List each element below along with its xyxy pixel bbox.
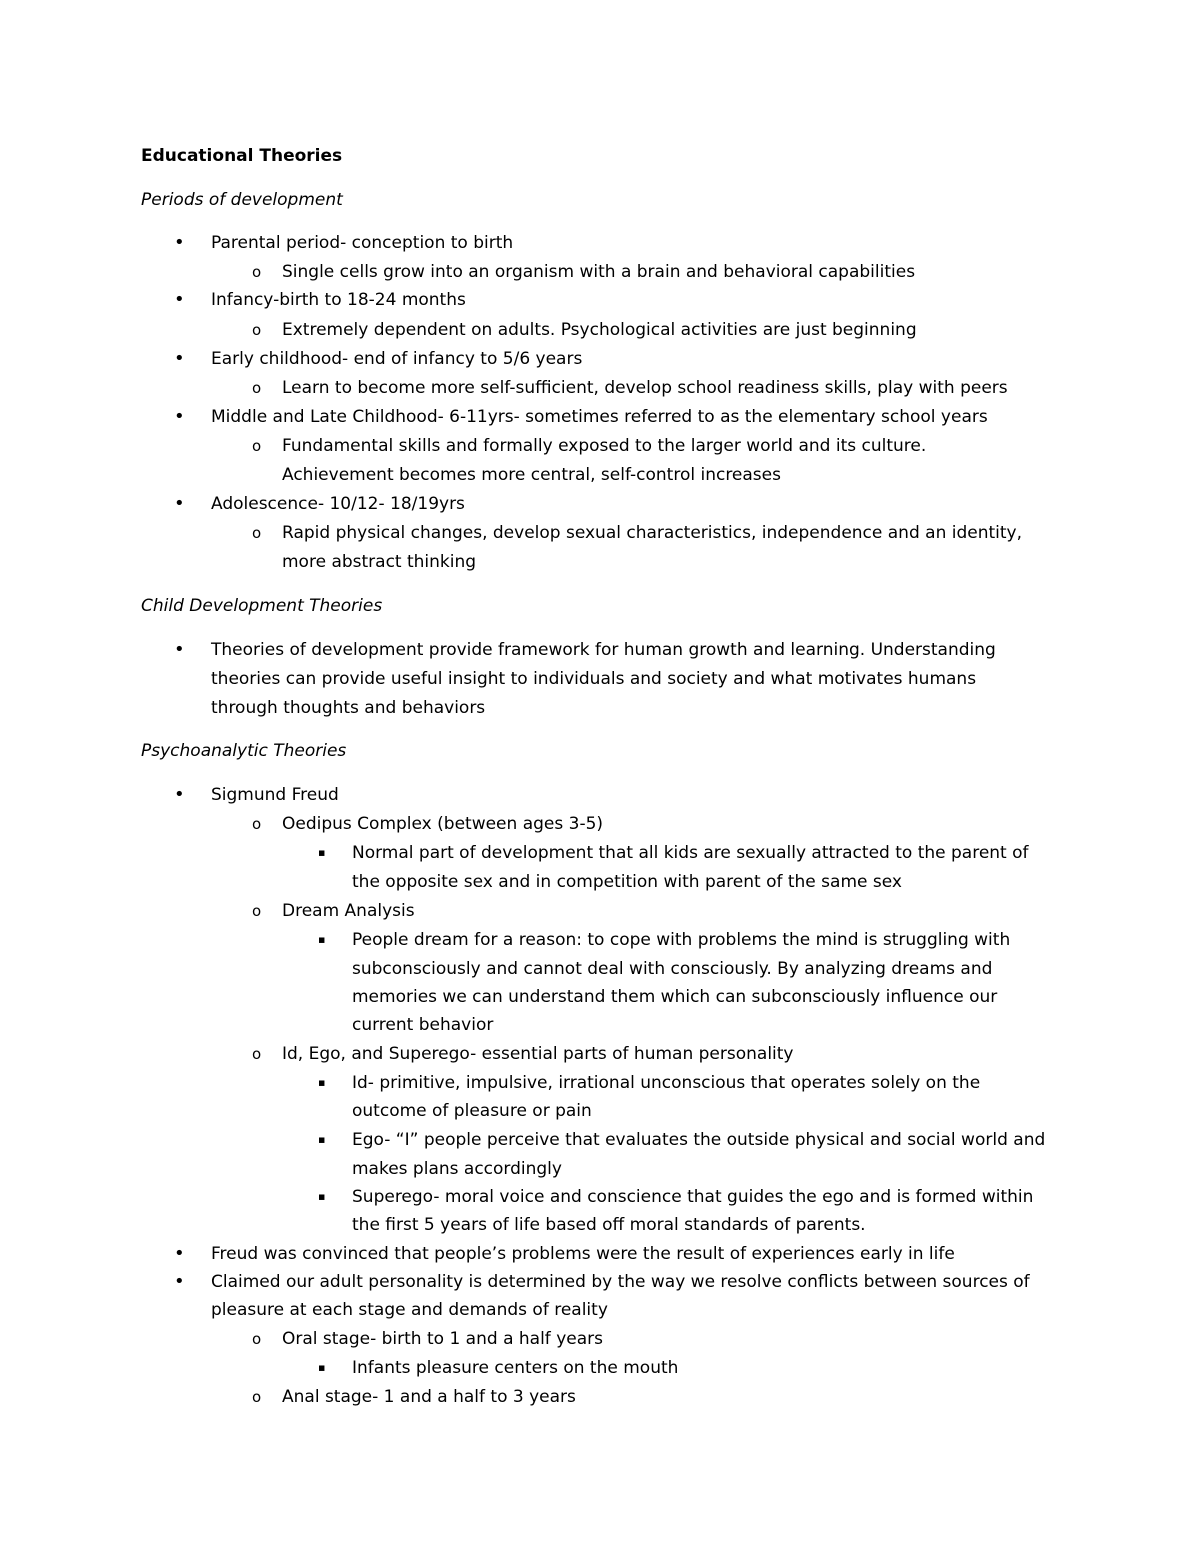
list-item: Parental period- conception to birth	[211, 233, 514, 253]
list-item-continuation: theories can provide useful insight to individuals and society and what motivates humans	[211, 669, 977, 689]
list-item-continuation: pleasure at each stage and demands of reality	[211, 1300, 608, 1320]
sub-bullet-marker: o	[252, 1388, 262, 1406]
sub-bullet-marker: o	[252, 1045, 262, 1063]
sub-list-item: Fundamental skills and formally exposed to the larger world and its culture.	[282, 436, 927, 456]
list-item-continuation: through thoughts and behaviors	[211, 698, 486, 718]
section-heading-child-development: Child Development Theories	[141, 596, 383, 616]
sub-list-item: Oedipus Complex (between ages 3-5)	[282, 814, 604, 834]
sub-sub-bullet-marker: ▪	[318, 1190, 326, 1203]
sub-sub-bullet-marker: ▪	[318, 1133, 326, 1146]
sub-bullet-marker: o	[252, 902, 262, 920]
sub-sub-list-item-continuation: subconsciously and cannot deal with consciously. By analyzing dreams and	[352, 959, 993, 979]
sub-sub-bullet-marker: ▪	[318, 1076, 326, 1089]
list-item: Claimed our adult personality is determined by the way we resolve conflicts between sources of	[211, 1272, 1030, 1292]
list-item: Sigmund Freud	[211, 785, 339, 805]
list-item: Middle and Late Childhood- 6-11yrs- sometimes referred to as the elementary school years	[211, 407, 988, 427]
sub-bullet-marker: o	[252, 815, 262, 833]
bullet-marker: •	[174, 406, 185, 427]
sub-list-item: Anal stage- 1 and a half to 3 years	[282, 1387, 576, 1407]
sub-list-item-continuation: more abstract thinking	[282, 552, 477, 572]
document-title: Educational Theories	[141, 146, 343, 166]
sub-sub-list-item-continuation: the first 5 years of life based off moral standards of parents.	[352, 1215, 866, 1235]
sub-sub-list-item: Ego- “I” people perceive that evaluates the outside physical and social world and	[352, 1130, 1046, 1150]
sub-bullet-marker: o	[252, 321, 262, 339]
sub-list-item: Rapid physical changes, develop sexual characteristics, independence and an identity,	[282, 523, 1023, 543]
section-heading-periods: Periods of development	[141, 190, 343, 210]
bullet-marker: •	[174, 289, 185, 310]
sub-bullet-marker: o	[252, 524, 262, 542]
bullet-marker: •	[174, 639, 185, 660]
sub-sub-list-item: People dream for a reason: to cope with problems the mind is struggling with	[352, 930, 1011, 950]
sub-sub-list-item: Infants pleasure centers on the mouth	[352, 1358, 679, 1378]
bullet-marker: •	[174, 1243, 185, 1264]
sub-sub-list-item-continuation: current behavior	[352, 1015, 494, 1035]
list-item: Early childhood- end of infancy to 5/6 years	[211, 349, 583, 369]
sub-sub-list-item-continuation: memories we can understand them which can subconsciously influence our	[352, 987, 998, 1007]
sub-bullet-marker: o	[252, 379, 262, 397]
sub-list-item: Dream Analysis	[282, 901, 415, 921]
list-item: Infancy-birth to 18-24 months	[211, 290, 466, 310]
sub-list-item: Id, Ego, and Superego- essential parts of human personality	[282, 1044, 794, 1064]
sub-sub-list-item: Normal part of development that all kids are sexually attracted to the parent of	[352, 843, 1029, 863]
sub-sub-list-item: Superego- moral voice and conscience that guides the ego and is formed within	[352, 1187, 1034, 1207]
sub-list-item: Single cells grow into an organism with a brain and behavioral capabilities	[282, 262, 916, 282]
sub-bullet-marker: o	[252, 1330, 262, 1348]
bullet-marker: •	[174, 784, 185, 805]
bullet-marker: •	[174, 1271, 185, 1292]
sub-bullet-marker: o	[252, 263, 262, 281]
bullet-marker: •	[174, 232, 185, 253]
sub-sub-list-item: Id- primitive, impulsive, irrational unconscious that operates solely on the	[352, 1073, 981, 1093]
sub-list-item-continuation: Achievement becomes more central, self-control increases	[282, 465, 781, 485]
section-heading-psychoanalytic: Psychoanalytic Theories	[141, 741, 347, 761]
sub-list-item: Learn to become more self-sufficient, develop school readiness skills, play with peers	[282, 378, 1008, 398]
sub-sub-bullet-marker: ▪	[318, 1361, 326, 1374]
sub-bullet-marker: o	[252, 437, 262, 455]
bullet-marker: •	[174, 493, 185, 514]
sub-sub-list-item-continuation: outcome of pleasure or pain	[352, 1101, 592, 1121]
sub-list-item: Extremely dependent on adults. Psychological activities are just beginning	[282, 320, 917, 340]
list-item: Freud was convinced that people’s problems were the result of experiences early in life	[211, 1244, 955, 1264]
sub-sub-list-item-continuation: makes plans accordingly	[352, 1159, 562, 1179]
sub-sub-list-item-continuation: the opposite sex and in competition with parent of the same sex	[352, 872, 902, 892]
bullet-marker: •	[174, 348, 185, 369]
sub-sub-bullet-marker: ▪	[318, 846, 326, 859]
sub-list-item: Oral stage- birth to 1 and a half years	[282, 1329, 603, 1349]
list-item: Theories of development provide framework for human growth and learning. Understanding	[211, 640, 996, 660]
list-item: Adolescence- 10/12- 18/19yrs	[211, 494, 465, 514]
sub-sub-bullet-marker: ▪	[318, 933, 326, 946]
